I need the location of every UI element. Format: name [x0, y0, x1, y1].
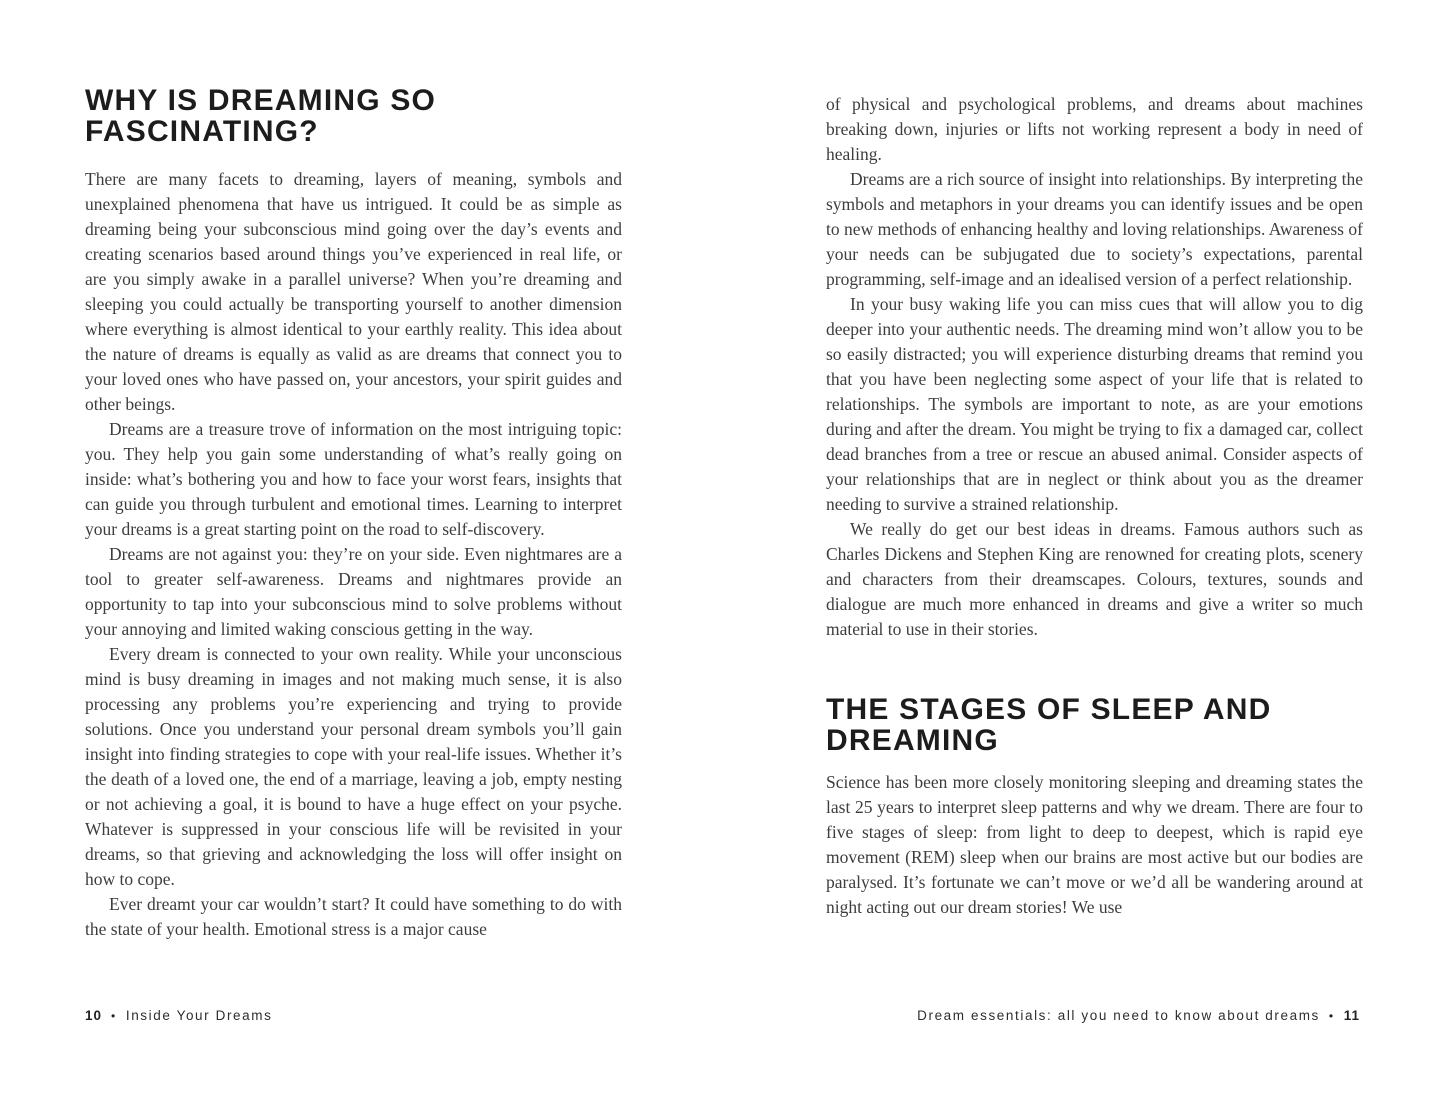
footer-chapter-title: Dream essentials: all you need to know about dreams — [917, 1008, 1320, 1023]
page-left — [85, 85, 622, 942]
footer-bullet-right: • — [1328, 1009, 1335, 1023]
paragraph: In your busy waking life you can miss cues that will allow you to dig deeper into your authentic needs. The dreaming mind won’t allow you to be so easily distracted; you will experience disturbing dreams that remind you that you have been neglecting some aspect of your life that is related to relationships. The symbols are important to note, as are your emotions during and after the dream. You might be trying to fix a damaged car, collect dead branches from a tree or rescue an abused animal. Consider aspects of your relationships that are in neglect or think about you as the dreamer needing to survive a strained relationship. — [826, 294, 1363, 514]
paragraph: Dreams are a rich source of insight into relationships. By interpreting the symbols and metaphors in your dreams you can identify issues and be open to new methods of enhancing healthy and loving relationships. Awareness of your needs can be subjugated due to society’s expectations, parental programming, self-image and an idealised version of a perfect relationship. — [826, 169, 1363, 289]
paragraph: Science has been more closely monitoring sleeping and dreaming states the last 25 years to interpret sleep patterns and why we dream. There are four to five stages of sleep: from light to deep to deepest, which is rapid eye movement (REM) sleep when our brains are most active but our bodies are paralysed. It’s fortunate we can’t move or we’d all be wandering around at night acting out our dream stories! We use — [826, 772, 1363, 917]
paragraph: Ever dreamt your car wouldn’t start? It could have something to do with the state of your health. Emotional stress is a major cause — [85, 894, 622, 939]
footer-left — [85, 1008, 272, 1023]
page-right — [826, 92, 1363, 920]
page-number-left: 10 — [85, 1008, 103, 1023]
paragraph: Every dream is connected to your own reality. While your unconscious mind is busy dreaming in images and not making much sense, it is also processing any problems you’re experiencing and trying to provide solutions. Once you understand your personal dream symbols you’ll gain insight into finding strategies to cope with your real-life issues. Whether it’s the death of a loved one, the end of a marriage, leaving a job, empty nesting or not achieving a goal, it is bound to have a huge effect on your psyche. Whatever is suppressed in your conscious life will be revisited in your dreams, so that grieving and acknowledging the loss will offer insight on how to cope. — [85, 644, 622, 889]
section-heading-why-dreaming: WHY IS DREAMING SO FASCINATING? — [85, 84, 437, 148]
paragraph: We really do get our best ideas in dreams. Famous authors such as Charles Dickens and Stephen King are renowned for creating plots, scenery and characters from their dreamscapes. Colours, textures, sounds and dialogue are much more enhanced in dreams and give a writer so much material to use in their stories. — [826, 519, 1363, 639]
paragraph: There are many facets to dreaming, layers of meaning, symbols and unexplained phenomena that have us intrigued. It could be as simple as dreaming being your subconscious mind going over the day’s events and creating scenarios based around things you’ve experienced in real life, or are you simply awake in a parallel universe? When you’re dreaming and sleeping you could actually be transporting yourself to another dimension where everything is almost identical to your earthly reality. This idea about the nature of dreams is equally as valid as are dreams that connect you to your loved ones who have passed on, your ancestors, your spirit guides and other beings. — [85, 169, 622, 414]
footer-bullet-left: • — [111, 1009, 117, 1023]
paragraph: Dreams are a treasure trove of information on the most intriguing topic: you. They help you gain some understanding of what’s really going on inside: what’s bothering you and how to face your worst fears, insights that can guide you through turbulent and emotional times. Learning to interpret your dreams is a great starting point on the road to self-discovery. — [85, 419, 622, 539]
page-number-right: 11 — [1343, 1008, 1360, 1023]
paragraph: Dreams are not against you: they’re on your side. Even nightmares are a tool to greater self-awareness. Dreams and nightmares provide an opportunity to tap into your subconscious mind to solve problems without your annoying and limited waking conscious getting in the way. — [85, 544, 622, 639]
section-heading-stages-of-sleep: THE STAGES OF SLEEP AND DREAMING — [826, 693, 1272, 757]
footer-right — [917, 1008, 1360, 1023]
paragraph: of physical and psychological problems, and dreams about machines breaking down, injuries or lifts not working represent a body in need of healing. — [826, 94, 1363, 164]
footer-book-title: Inside Your Dreams — [125, 1008, 273, 1023]
